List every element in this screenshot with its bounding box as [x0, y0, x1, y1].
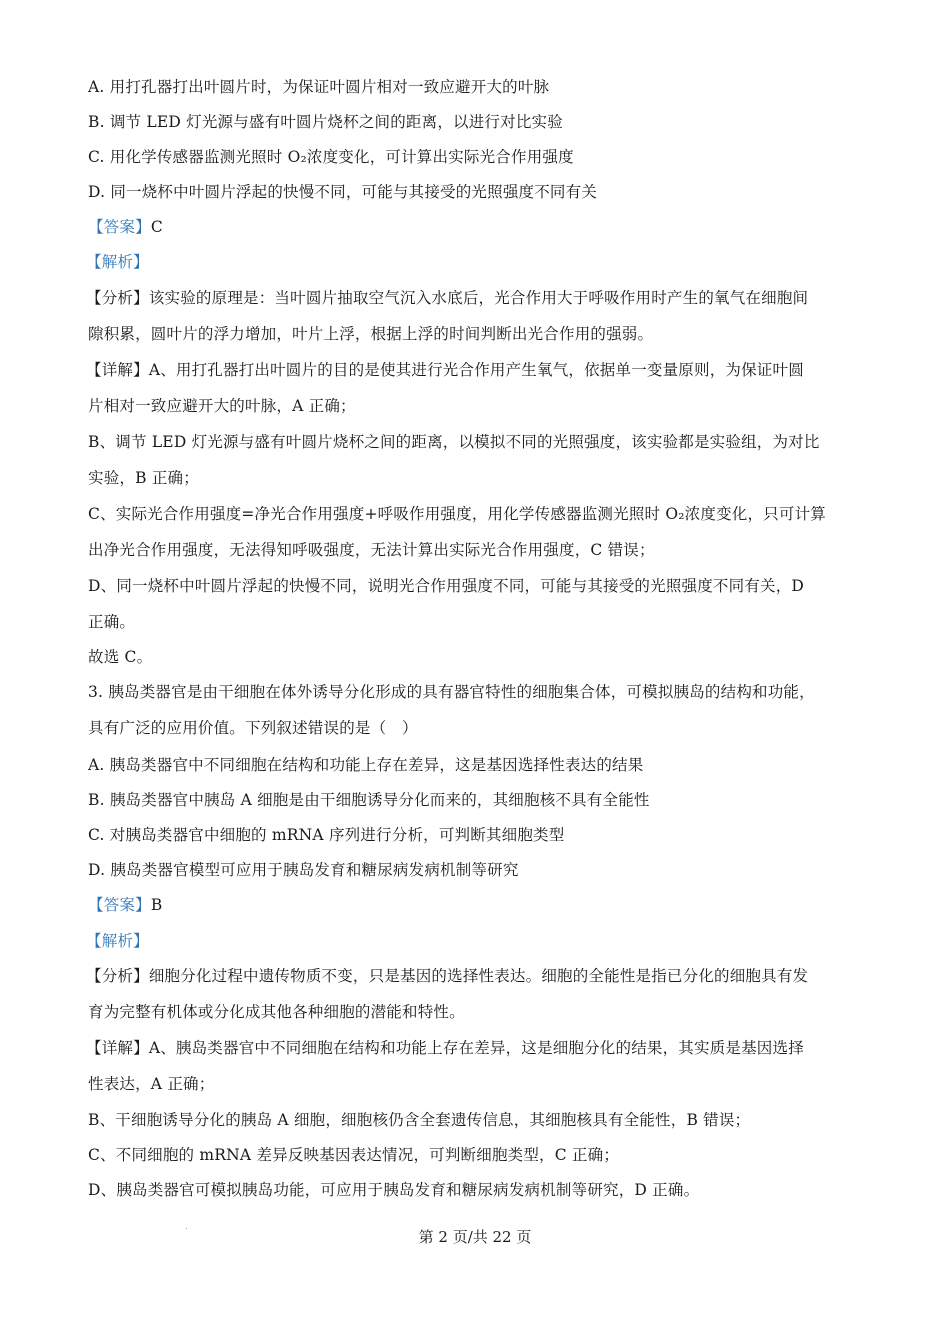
q2-xiangjie-line-4: 实验，B 正确；	[88, 469, 199, 487]
answer-value: C	[150, 218, 163, 236]
fenxi-text: 细胞分化过程中遗传物质不变，只是基因的选择性表达。细胞的全能性是指已分化的细胞具有发	[148, 967, 809, 985]
xiangjie-text: A、胰岛类器官中不同细胞在结构和功能上存在差异，这是细胞分化的结果，其实质是基因选择	[148, 1039, 804, 1057]
xiangjie-label: 【详解】	[86, 361, 149, 379]
q2-xiangjie-line-6: 出净光合作用强度，无法得知呼吸强度，无法计算出实际光合作用强度，C 错误；	[88, 541, 655, 559]
q2-fenxi-line-1	[86, 288, 808, 308]
q3-xiangjie-line-3: B、干细胞诱导分化的胰岛 A 细胞，细胞核仍含全套遗传信息，其细胞核具有全能性，B 错误；	[88, 1111, 751, 1129]
xiangjie-text: A、用打孔器打出叶圆片的目的是使其进行光合作用产生氧气，依据单一变量原则，为保证叶圆	[148, 361, 804, 379]
q2-conclusion: 故选 C。	[88, 648, 153, 666]
q3-stem-line-1: 3. 胰岛类器官是由干细胞在体外诱导分化形成的具有器官特性的细胞集合体，可模拟胰岛的结构和功能，	[88, 683, 815, 701]
q3-xiangjie-line-1	[86, 1038, 804, 1058]
page-number-footer: 第 2 页/共 22 页	[418, 1228, 532, 1246]
q2-xiangjie-line-1	[86, 360, 804, 380]
answer-label: 【答案】	[88, 896, 151, 914]
fenxi-text: 该实验的原理是：当叶圆片抽取空气沉入水底后，光合作用大于呼吸作用时产生的氧气在细胞间	[148, 289, 809, 307]
fenxi-label: 【分析】	[86, 967, 149, 985]
q3-option-c: C. 对胰岛类器官中细胞的 mRNA 序列进行分析，可判断其细胞类型	[88, 826, 565, 844]
q3-option-b: B. 胰岛类器官中胰岛 A 细胞是由干细胞诱导分化而来的，其细胞核不具有全能性	[88, 791, 650, 809]
q3-answer	[88, 895, 162, 915]
q2-fenxi-line-2: 隙积累，圆叶片的浮力增加，叶片上浮，根据上浮的时间判断出光合作用的强弱。	[88, 325, 654, 343]
q3-option-a: A. 胰岛类器官中不同细胞在结构和功能上存在差异，这是基因选择性表达的结果	[88, 756, 644, 774]
q2-xiangjie-line-8: 正确。	[88, 613, 136, 631]
q2-xiangjie-line-7: D、同一烧杯中叶圆片浮起的快慢不同，说明光合作用强度不同，可能与其接受的光照强度不同有关，D	[88, 577, 805, 595]
q2-option-b: B. 调节 LED 灯光源与盛有叶圆片烧杯之间的距离，以进行对比实验	[88, 113, 563, 131]
q2-answer	[88, 217, 163, 237]
q3-option-d: D. 胰岛类器官模型可应用于胰岛发育和糖尿病发病机制等研究	[88, 861, 519, 879]
q3-xiangjie-line-4: C、不同细胞的 mRNA 差异反映基因表达情况，可判断细胞类型，C 正确；	[88, 1146, 620, 1164]
answer-value: B	[150, 896, 163, 914]
q3-analysis-label: 【解析】	[86, 932, 149, 950]
xiangjie-label: 【详解】	[86, 1039, 149, 1057]
q2-analysis-label: 【解析】	[86, 253, 149, 271]
q2-option-d: D. 同一烧杯中叶圆片浮起的快慢不同，可能与其接受的光照强度不同有关	[88, 183, 598, 201]
q3-xiangjie-line-2: 性表达，A 正确；	[88, 1075, 215, 1093]
q3-fenxi-line-2: 育为完整有机体或分化成其他各种细胞的潜能和特性。	[88, 1003, 465, 1021]
q2-xiangjie-line-3: B、调节 LED 灯光源与盛有叶圆片烧杯之间的距离，以模拟不同的光照强度，该实验都是实验组，为对比	[88, 433, 820, 451]
q2-xiangjie-line-2: 片相对一致应避开大的叶脉，A 正确；	[88, 397, 356, 415]
q3-xiangjie-line-5: D、胰岛类器官可模拟胰岛功能，可应用于胰岛发育和糖尿病发病机制等研究，D 正确。	[88, 1181, 700, 1199]
answer-label: 【答案】	[88, 218, 151, 236]
fenxi-label: 【分析】	[86, 289, 149, 307]
q3-stem-line-2: 具有广泛的应用价值。下列叙述错误的是（ ）	[88, 719, 418, 737]
q2-option-a: A. 用打孔器打出叶圆片时，为保证叶圆片相对一致应避开大的叶脉	[88, 78, 550, 96]
q2-xiangjie-line-5: C、实际光合作用强度=净光合作用强度+呼吸作用强度，用化学传感器监测光照时 O₂浓度变化，只可计算	[88, 505, 826, 523]
q3-fenxi-line-1	[86, 966, 808, 986]
q2-option-c: C. 用化学传感器监测光照时 O₂浓度变化，可计算出实际光合作用强度	[88, 148, 574, 166]
